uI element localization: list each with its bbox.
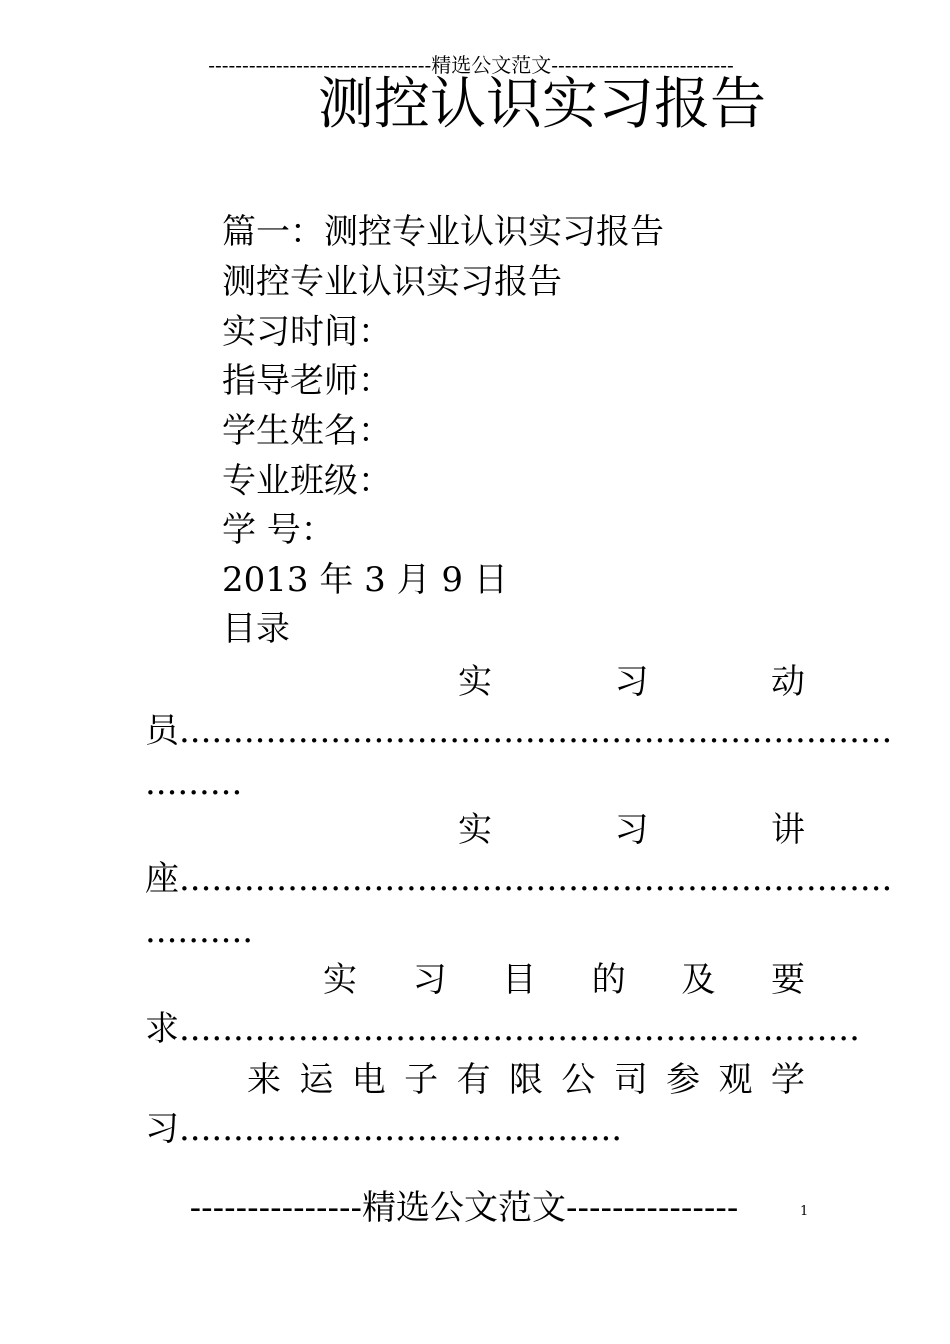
toc-word: 公	[561, 1060, 596, 1100]
toc-heading: 目录	[222, 609, 290, 649]
toc-word: 目	[502, 960, 537, 1000]
toc-word: 来	[247, 1060, 281, 1100]
toc-entry-mobilization	[145, 659, 893, 809]
toc-entry-words	[323, 957, 805, 1003]
toc-entry-words	[458, 807, 805, 853]
student-id-label: 学 号：	[222, 510, 335, 550]
page-footer: ---------------精选公文范文---------------	[189, 1188, 739, 1228]
toc-leader-line	[145, 853, 893, 905]
toc-word: 限	[508, 1060, 543, 1100]
toc-tail-char: 习	[145, 1109, 179, 1149]
toc-leader-dots-continued: ..........	[145, 911, 254, 951]
toc-word: 有	[456, 1060, 491, 1100]
toc-leader-dots: ...............................................................	[179, 1009, 860, 1049]
toc-leader-dots: ..................................................................	[179, 711, 893, 751]
toc-word: 实	[458, 662, 492, 702]
toc-entry-words	[247, 1057, 805, 1103]
page-header: ---------------------------------精选公文范文---------------------------	[208, 53, 734, 77]
toc-word: 要	[770, 960, 805, 1000]
toc-word: 动	[771, 662, 805, 702]
toc-tail-char: 员	[145, 711, 179, 751]
toc-leader-line	[145, 705, 893, 757]
toc-word: 观	[718, 1060, 753, 1100]
toc-entry-words	[458, 659, 805, 705]
toc-word: 习	[412, 960, 447, 1000]
toc-leader-line	[145, 1103, 805, 1155]
toc-word: 实	[323, 960, 357, 1000]
chapter-heading: 篇一：测控专业认识实习报告	[222, 212, 664, 252]
student-name-label: 学生姓名：	[222, 411, 392, 451]
toc-leader-dots: ..................................................................	[179, 859, 893, 899]
toc-leader-dots: .........................................	[179, 1109, 623, 1149]
toc-word: 司	[613, 1060, 648, 1100]
toc-word: 实	[458, 810, 492, 850]
toc-word: 讲	[771, 810, 805, 850]
toc-leader-line	[145, 1003, 860, 1055]
internship-time-label: 实习时间：	[222, 312, 392, 352]
toc-entry-company-visit	[145, 1057, 805, 1155]
toc-word: 子	[404, 1060, 439, 1100]
toc-tail-char: 求	[145, 1009, 179, 1049]
toc-entry-lecture	[145, 807, 893, 957]
toc-word: 的	[591, 960, 626, 1000]
class-label: 专业班级：	[222, 461, 392, 501]
toc-word: 运	[299, 1060, 334, 1100]
toc-word: 学	[770, 1060, 805, 1100]
teacher-label: 指导老师：	[222, 361, 392, 401]
toc-word: 习	[614, 662, 649, 702]
document-title: 测控认识实习报告	[318, 72, 766, 137]
report-subtitle: 测控专业认识实习报告	[222, 262, 562, 302]
toc-word: 习	[614, 810, 649, 850]
page-number: 1	[800, 1204, 809, 1219]
toc-leader-dots-continued: .........	[145, 763, 243, 803]
toc-word: 电	[351, 1060, 386, 1100]
toc-tail-char: 座	[145, 859, 179, 899]
toc-entry-purpose	[145, 957, 860, 1055]
report-date: 2013 年 3 月 9 日	[222, 560, 508, 600]
toc-word: 参	[666, 1060, 701, 1100]
toc-word: 及	[681, 960, 716, 1000]
